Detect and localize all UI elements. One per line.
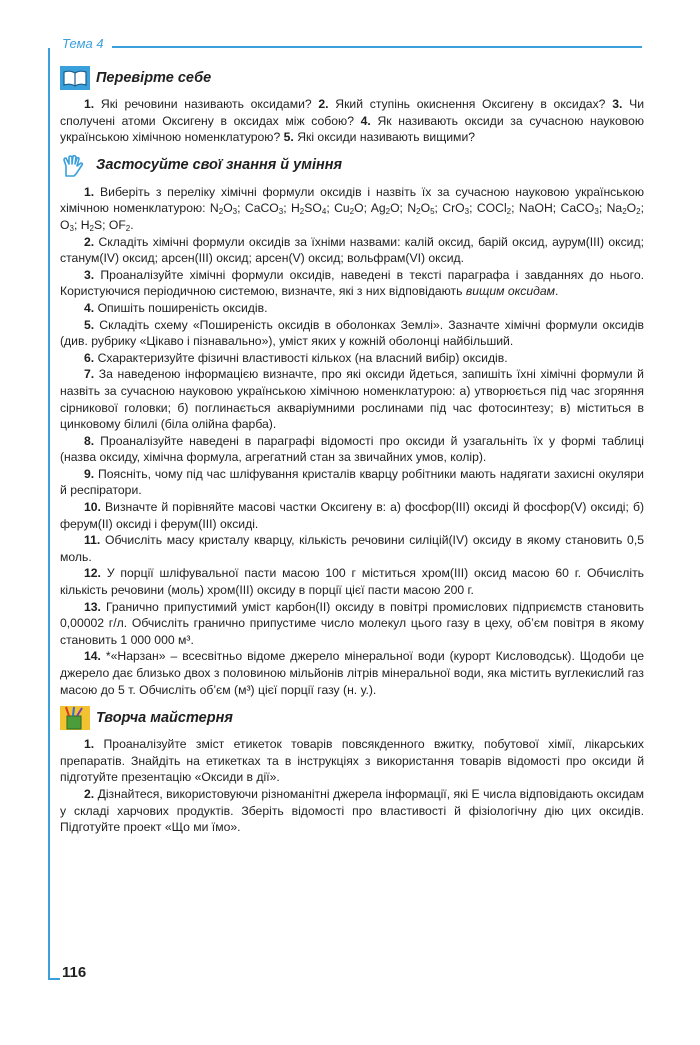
formula-part: O; N	[390, 201, 417, 216]
task-number: 3.	[84, 267, 95, 282]
page-frame-left-rule	[48, 48, 50, 980]
question-text: Які оксиди називають вищими?	[297, 130, 476, 145]
task-item	[60, 786, 644, 836]
task-text: Гранично припустимий уміст карбон(II) оксиду в повітрі промислових підприємств становить 0,00002 г/л. Обчисліть гранично припустиме число молекул цього газу в цеху, об’єм повітря в якому становить 1 000 000 м³.	[60, 599, 644, 647]
task-text: У порції шліфувальної пасти масою 100 г міститься хром(III) оксид масою 60 г. Обчисліть кількість речовини (моль) хром(III) оксиду в порції цієї пасти масою 200 г.	[60, 566, 645, 598]
check-questions	[60, 96, 644, 146]
task-item	[60, 648, 644, 698]
formula-sub: 2	[218, 207, 224, 217]
task-item	[60, 366, 644, 432]
task-text-end: .	[555, 284, 559, 299]
task-item	[60, 532, 644, 565]
task-item	[60, 565, 644, 598]
section-creative-title: Творча майстерня	[96, 709, 233, 726]
task-text: За наведеною інформацією визначте, про які оксиди йдеться, запишіть їхні хімічні формули й назвіть за сучасною науковою українською хімічною номенклатурою: а) утворюється під час згоряння сірникової головки; б) поглинається акваріумними рослинами під час фотосинтезу; в) міститься в цинковому білилі (біла олійна фарба).	[60, 367, 644, 432]
task-item	[60, 267, 644, 300]
formula-part: O	[223, 201, 233, 216]
page-number: 116	[62, 964, 87, 981]
section-creative-heading	[60, 706, 644, 730]
formula-sub: 3	[232, 207, 238, 217]
section-apply-title: Застосуйте свої знання й уміння	[96, 157, 343, 174]
task-item	[60, 499, 644, 532]
formula-part: ; CaCO	[237, 201, 279, 216]
task-number: 1.	[84, 184, 95, 199]
section-apply-heading	[60, 154, 644, 178]
task-number: 2.	[84, 234, 95, 249]
formula-sub: 2	[349, 207, 355, 217]
formula-sub: 2	[125, 223, 131, 233]
task-text: Опишіть поширеність оксидів.	[97, 300, 268, 315]
formula-part: ; COCl	[469, 201, 507, 216]
page-frame-top-rule	[112, 46, 642, 48]
formula-sub: 3	[464, 207, 470, 217]
task-item	[60, 234, 644, 267]
task-item	[60, 736, 644, 786]
task-item	[60, 433, 644, 466]
task-number: 14.	[84, 649, 101, 664]
task-item	[60, 599, 644, 649]
formula-part: .	[130, 217, 134, 232]
formula-part: ; CrO	[434, 201, 465, 216]
formula-part: ; H	[73, 217, 90, 232]
task-number: 5.	[84, 317, 95, 332]
pencil-cup-icon	[60, 706, 90, 730]
page-frame-foot-rule	[48, 978, 60, 980]
question-text: Чи сполучені атоми Оксигену в оксидах між собою?	[60, 97, 645, 128]
task-text: Проаналізуйте наведені в параграфі відомості про оксиди й узагальніть їх у формі таблиці (назва оксиду, хімічна формула, агрегатний стан за звичайних умов, колір).	[60, 433, 645, 465]
question-number: 1.	[84, 97, 95, 111]
task-item	[60, 350, 644, 367]
task-text: *«Нарзан» – всесвітньо відоме джерело мінеральної води (курорт Кисловодськ). Щодоби це джерело дає близько двох з половиною мільйонів літрів мінеральної води, яка містить вуглекислий газ масою до 5 т. Обчисліть об’єм (м³) цієї порції газу (н. у.).	[60, 649, 644, 697]
task-number: 1.	[84, 737, 95, 752]
hand-icon	[60, 154, 90, 178]
question-number: 3.	[612, 97, 623, 111]
task-number: 7.	[84, 367, 95, 382]
book-icon	[60, 66, 90, 90]
formula-sub: 3	[594, 207, 599, 217]
task-number: 4.	[84, 300, 95, 315]
task-text: Обчисліть масу кристалу кварцу, кількість речовини силіцій(IV) оксиду в якому становить 0,5 моль.	[60, 533, 644, 564]
formula-part: N	[209, 201, 219, 216]
question-number: 2.	[318, 97, 329, 111]
formula-part: O	[626, 201, 637, 216]
task-number: 8.	[84, 433, 95, 448]
formula-part: SO	[304, 201, 322, 216]
formula-part: S; OF	[93, 217, 126, 232]
formula-part: ; H	[283, 201, 300, 216]
task-text: Складіть хімічні формули оксидів за їхніми назвами: калій оксид, барій оксид, аурум(III) оксид; станум(IV) оксид; арсен(III) оксид; арсен(V) оксид; вольфрам(VI) оксид.	[60, 234, 644, 266]
formula-sub: 2	[506, 207, 512, 217]
question-text: Які речовини називають оксидами?	[100, 97, 312, 111]
formula-sub: 2	[385, 207, 391, 217]
formula-part: ; Na	[598, 201, 623, 216]
task-item	[60, 466, 644, 499]
section-apply	[60, 154, 644, 698]
task-number: 9.	[84, 466, 95, 481]
task-text: Проаналізуйте зміст етикеток товарів повсякденного вжитку, побутової хімії, лікарських препаратів. Знайдіть на етикетках та в інструкціях з використання товарів відомості про оксиди й підготуйте презентацію «Оксиди в дії».	[60, 737, 644, 785]
formula-sub: 2	[416, 207, 421, 217]
formula-sub: 2	[636, 207, 641, 217]
task-text: Визначте й порівняйте масові частки Оксигену в: а) фосфор(III) оксиді й фосфор(V) оксиді; б) ферум(II) оксиді і ферум(III) оксиді.	[60, 500, 645, 531]
formula-part: ; O	[60, 201, 644, 232]
task-item	[60, 317, 644, 350]
task-text: Виберіть з переліку хімічні формули оксидів і назвіть їх за сучасною науковою українською хімічною номенклатурою:	[60, 184, 645, 216]
running-header: Тема 4	[62, 36, 104, 51]
formula-sub: 5	[430, 207, 435, 217]
task-text-italic: вищим оксидам	[465, 284, 556, 299]
formula-sub: 2	[89, 223, 94, 233]
task-number: 12.	[84, 566, 101, 581]
question-text: Як називають оксиди за сучасною науковою українською хімічною номенклатурою?	[60, 113, 644, 145]
page-content	[60, 60, 644, 844]
formula-part: O; Ag	[354, 201, 386, 216]
task-text: Складіть схему «Поширеність оксидів в оболонках Землі». Зазначте хімічні формули оксидів (див. рубрику «Цікаво і пізнавально»), уміст яких у кожній оболонці найбільший.	[60, 317, 644, 349]
question-text: Який ступінь окиснення Оксигену в оксидах?	[335, 97, 606, 111]
formula-part: ; Cu	[326, 201, 350, 216]
section-check	[60, 66, 644, 146]
formula-sub: 3	[69, 223, 74, 233]
task-number: 2.	[84, 786, 95, 801]
formula-part: O	[420, 201, 431, 216]
task-text: Схарактеризуйте фізичні властивості кількох (на власний вибір) оксидів.	[97, 350, 508, 365]
task-number: 10.	[84, 500, 101, 515]
task-item	[60, 184, 644, 234]
section-check-heading	[60, 66, 644, 90]
task-text: Поясніть, чому під час шліфування кристалів кварцу робітники мають надягати захисні окуляри й респіратори.	[60, 466, 644, 498]
task-number: 6.	[84, 350, 95, 365]
formula-sub: 2	[622, 207, 627, 217]
question-number: 5.	[283, 130, 294, 145]
formula-sub: 2	[299, 207, 305, 217]
formula-sub: 4	[321, 207, 327, 217]
task-number: 11.	[84, 533, 101, 548]
section-check-title: Перевірте себе	[96, 69, 212, 86]
task-number: 13.	[84, 599, 101, 614]
formula-part: ; NaOH; CaCO	[511, 201, 595, 216]
section-creative	[60, 706, 644, 836]
task-item	[60, 300, 644, 317]
task-text: Проаналізуйте хімічні формули оксидів, наведені в тексті параграфа і завданнях до нього. Користуючися періодичною системою, визначте, які з них відповідають	[60, 267, 644, 299]
task-text: Дізнайтеся, використовуючи різноманітні джерела інформації, які Е числа відповідають оксидам у складі харчових продуктів. Зберіть відомості про властивості й фізіологічну дію цих оксидів. Підготуйте проект «Що ми їмо».	[60, 786, 645, 835]
formula-sub: 3	[278, 207, 284, 217]
question-number: 4.	[360, 113, 371, 128]
